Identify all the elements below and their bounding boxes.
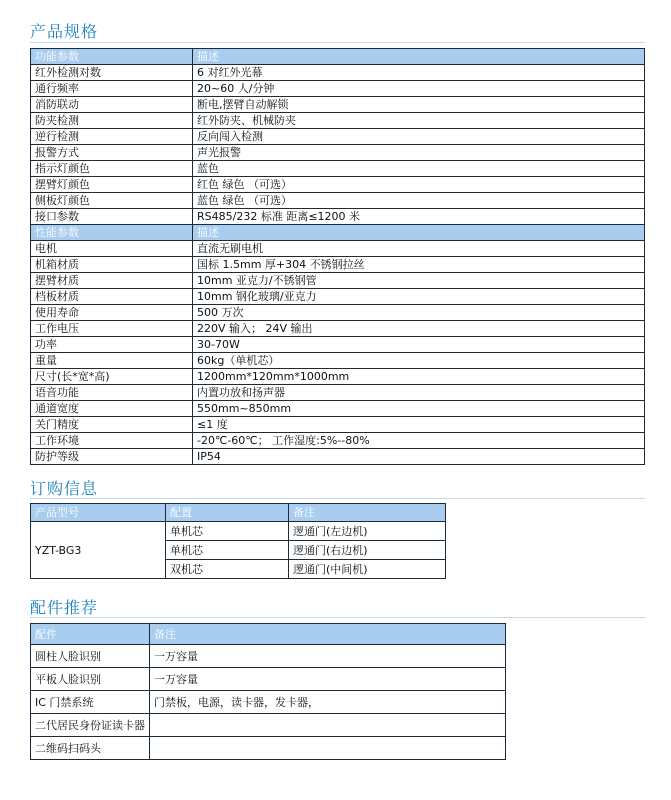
spec-value-cell: ≤1 度 xyxy=(193,417,645,433)
spec-row xyxy=(31,129,645,145)
spec-value-cell: -20℃-60℃； 工作湿度:5%--80% xyxy=(193,433,645,449)
spec-value-cell: 30-70W xyxy=(193,337,645,353)
spec-value-cell: 直流无刷电机 xyxy=(193,241,645,257)
section-rule-order xyxy=(30,498,645,499)
acc-name-cell: 平板人脸识别 xyxy=(31,668,150,691)
acc-note-cell: 门禁板，电源，读卡器，发卡器， xyxy=(150,691,506,714)
spec-value-cell: 内置功放和扬声器 xyxy=(193,385,645,401)
spec-row xyxy=(31,209,645,225)
acc-note-cell: 一万容量 xyxy=(150,668,506,691)
acc-header-name: 配件 xyxy=(31,624,150,645)
section-title-accessories: 配件推荐 xyxy=(30,598,99,617)
spec-param-cell: 机箱材质 xyxy=(31,257,193,273)
spec-value-cell: 10mm 钢化玻璃/亚克力 xyxy=(193,289,645,305)
spec-param-cell: 防护等级 xyxy=(31,449,193,465)
spec-row xyxy=(31,177,645,193)
spec-table xyxy=(30,48,645,465)
spec-row xyxy=(31,65,645,81)
acc-name-cell: IC 门禁系统 xyxy=(31,691,150,714)
spec-param-cell: 通道宽度 xyxy=(31,401,193,417)
spec-param-cell: 电机 xyxy=(31,241,193,257)
spec-row xyxy=(31,385,645,401)
acc-row xyxy=(31,691,506,714)
spec-param-cell: 档板材质 xyxy=(31,289,193,305)
spec-header-param: 性能参数 xyxy=(31,225,193,241)
order-row xyxy=(31,522,446,541)
spec-param-cell: 重量 xyxy=(31,353,193,369)
spec-row xyxy=(31,145,645,161)
order-model-cell: YZT-BG3 xyxy=(31,522,166,579)
section-title-order: 订购信息 xyxy=(30,479,99,498)
spec-row xyxy=(31,241,645,257)
spec-value-cell: 20~60 人/分钟 xyxy=(193,81,645,97)
spec-value-cell: 60kg（单机芯） xyxy=(193,353,645,369)
acc-note-cell xyxy=(150,714,506,737)
section-rule-spec xyxy=(30,42,645,43)
spec-value-cell: 蓝色 xyxy=(193,161,645,177)
spec-row xyxy=(31,321,645,337)
spec-param-cell: 通行频率 xyxy=(31,81,193,97)
spec-value-cell: 6 对红外光幕 xyxy=(193,65,645,81)
spec-row xyxy=(31,449,645,465)
order-header-config: 配置 xyxy=(166,504,289,522)
spec-row xyxy=(31,289,645,305)
spec-param-cell: 防夹检测 xyxy=(31,113,193,129)
spec-param-cell: 指示灯颜色 xyxy=(31,161,193,177)
spec-value-cell: 国标 1.5mm 厚+304 不锈钢拉丝 xyxy=(193,257,645,273)
acc-name-cell: 二维码扫码头 xyxy=(31,737,150,760)
spec-value-cell: 断电,摆臂自动解锁 xyxy=(193,97,645,113)
order-config-cell: 单机芯 xyxy=(166,522,289,541)
spec-value-cell: 反向闯入检测 xyxy=(193,129,645,145)
spec-row xyxy=(31,433,645,449)
spec-param-cell: 消防联动 xyxy=(31,97,193,113)
spec-param-cell: 摆臂灯颜色 xyxy=(31,177,193,193)
acc-header-row xyxy=(31,624,506,645)
acc-row xyxy=(31,737,506,760)
section-title-spec: 产品规格 xyxy=(30,22,99,41)
spec-param-cell: 语音功能 xyxy=(31,385,193,401)
spec-value-cell: RS485/232 标准 距离≤1200 米 xyxy=(193,209,645,225)
spec-header-param: 功能参数 xyxy=(31,49,193,65)
order-header-model: 产品型号 xyxy=(31,504,166,522)
spec-row xyxy=(31,193,645,209)
acc-name-cell: 圆柱人脸识别 xyxy=(31,645,150,668)
spec-value-cell: 红色 绿色 （可选） xyxy=(193,177,645,193)
spec-row xyxy=(31,353,645,369)
spec-value-cell: 蓝色 绿色 （可选） xyxy=(193,193,645,209)
order-note-cell: 逻通门(中间机) xyxy=(289,560,446,579)
acc-note-cell xyxy=(150,737,506,760)
acc-note-cell: 一万容量 xyxy=(150,645,506,668)
spec-row xyxy=(31,273,645,289)
spec-header-row xyxy=(31,225,645,241)
spec-value-cell: 500 万次 xyxy=(193,305,645,321)
spec-param-cell: 摆臂材质 xyxy=(31,273,193,289)
spec-param-cell: 关门精度 xyxy=(31,417,193,433)
acc-row xyxy=(31,668,506,691)
spec-param-cell: 红外检测对数 xyxy=(31,65,193,81)
spec-value-cell: 声光报警 xyxy=(193,145,645,161)
order-note-cell: 逻通门(左边机) xyxy=(289,522,446,541)
spec-param-cell: 工作电压 xyxy=(31,321,193,337)
spec-row xyxy=(31,81,645,97)
order-config-cell: 双机芯 xyxy=(166,560,289,579)
spec-value-cell: 220V 输入； 24V 输出 xyxy=(193,321,645,337)
spec-header-desc: 描述 xyxy=(193,225,645,241)
spec-param-cell: 使用寿命 xyxy=(31,305,193,321)
spec-value-cell: 红外防夹、机械防夹 xyxy=(193,113,645,129)
spec-row xyxy=(31,113,645,129)
acc-name-cell: 二代居民身份证读卡器 xyxy=(31,714,150,737)
spec-row xyxy=(31,305,645,321)
order-config-cell: 单机芯 xyxy=(166,541,289,560)
section-rule-accessories xyxy=(30,617,645,618)
spec-row xyxy=(31,257,645,273)
spec-row xyxy=(31,401,645,417)
spec-param-cell: 侧板灯颜色 xyxy=(31,193,193,209)
spec-row xyxy=(31,417,645,433)
spec-param-cell: 功率 xyxy=(31,337,193,353)
spec-value-cell: IP54 xyxy=(193,449,645,465)
spec-row xyxy=(31,97,645,113)
spec-value-cell: 550mm~850mm xyxy=(193,401,645,417)
accessories-table xyxy=(30,623,506,760)
acc-row xyxy=(31,645,506,668)
spec-row xyxy=(31,369,645,385)
spec-param-cell: 接口参数 xyxy=(31,209,193,225)
spec-row xyxy=(31,161,645,177)
acc-row xyxy=(31,714,506,737)
spec-param-cell: 工作环境 xyxy=(31,433,193,449)
spec-param-cell: 报警方式 xyxy=(31,145,193,161)
spec-header-row xyxy=(31,49,645,65)
spec-value-cell: 1200mm*120mm*1000mm xyxy=(193,369,645,385)
order-header-note: 备注 xyxy=(289,504,446,522)
order-table xyxy=(30,503,446,579)
spec-param-cell: 逆行检测 xyxy=(31,129,193,145)
order-note-cell: 逻通门(右边机) xyxy=(289,541,446,560)
spec-header-desc: 描述 xyxy=(193,49,645,65)
order-header-row xyxy=(31,504,446,522)
spec-value-cell: 10mm 亚克力/不锈钢管 xyxy=(193,273,645,289)
spec-row xyxy=(31,337,645,353)
acc-header-note: 备注 xyxy=(150,624,506,645)
spec-param-cell: 尺寸(长*宽*高) xyxy=(31,369,193,385)
